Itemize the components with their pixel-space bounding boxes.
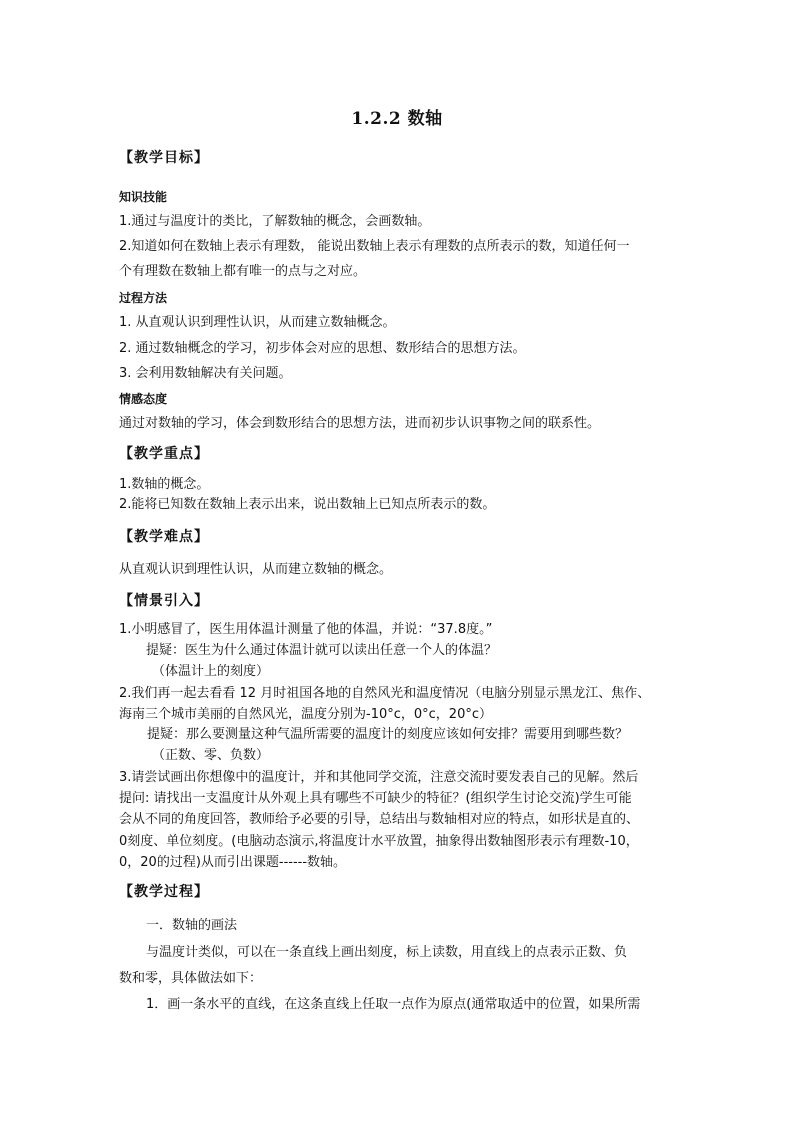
intro-paragraph-2-line-1: 2.我们再一起去看看 12 月时祖国各地的自然风光和温度情况（电脑分别显示黑龙江、焦作、 (119, 686, 651, 701)
attitude-text: 通过对数轴的学习，体会到数形结合的思想方法，进而初步认识事物之间的联系性。 (119, 416, 601, 431)
intro-paragraph-2-line-2: 海南三个城市美丽的自然风光，温度分别为-10°c，0°c，20°c） (119, 707, 492, 722)
knowledge-item-1: 1.通过与温度计的类比，了解数轴的概念，会画数轴。 (119, 214, 431, 229)
attitude-heading: 情感态度 (119, 392, 168, 406)
intro-paragraph-2-hint: 提疑：那么要测量这种气温所需要的温度计的刻度应该如何安排？需要用到哪些数？ (147, 727, 629, 742)
process-item-2: 2. 通过数轴概念的学习，初步体会对应的思想、数形结合的思想方法。 (119, 341, 526, 356)
process-step-1: 1．画一条水平的直线，在这条直线上任取一点作为原点(通常取适中的位置，如果所需 (146, 997, 641, 1012)
intro-paragraph-3-line-4: 0刻度、单位刻度。(电脑动态演示,将温度计水平放置，抽象得出数轴图形表示有理数-10， (119, 834, 639, 849)
objectives-header: 【教学目标】 (119, 150, 209, 166)
process-method-heading: 过程方法 (119, 291, 168, 305)
intro-paragraph-1: 1.小明感冒了，医生用体温计测量了他的体温，并说：“37.8度。” (119, 622, 493, 637)
process-item-3: 3. 会利用数轴解决有关问题。 (119, 366, 292, 381)
page-title: 1.2.2 数轴 (351, 109, 443, 129)
intro-paragraph-3-line-1: 3.请尝试画出你想像中的温度计，并和其他同学交流，注意交流时要发表自己的见解。然后 (119, 770, 639, 785)
knowledge-item-2-line-1: 2.知道如何在数轴上表示有理数， 能说出数轴上表示有理数的点所表示的数，知道任何一 (119, 239, 630, 254)
process-item-1: 1. 从直观认识到理性认识，从而建立数轴概念。 (119, 315, 396, 330)
process-text-line-2: 数和零，具体做法如下： (119, 971, 263, 986)
intro-paragraph-2-answer: （正数、零、负数） (152, 748, 270, 763)
key-point-2: 2.能将已知数在数轴上表示出来，说出数轴上已知点所表示的数。 (119, 497, 496, 512)
teaching-process-header: 【教学过程】 (119, 884, 209, 900)
key-points-header: 【教学重点】 (119, 446, 209, 462)
intro-paragraph-3-line-5: 0，20的过程)从而引出课题------数轴。 (119, 855, 347, 870)
process-text-line-1: 与温度计类似，可以在一条直线上画出刻度，标上读数，用直线上的点表示正数、负 (146, 945, 628, 960)
key-point-1: 1.数轴的概念。 (119, 477, 210, 492)
knowledge-heading: 知识技能 (119, 190, 168, 204)
intro-paragraph-1-answer: （体温计上的刻度） (152, 664, 270, 679)
difficulties-header: 【教学难点】 (119, 529, 209, 545)
drawing-method-subheading: 一．数轴的画法 (146, 918, 238, 933)
intro-header: 【情景引入】 (119, 593, 209, 609)
knowledge-item-2-line-2: 个有理数在数轴上都有唯一的点与之对应。 (119, 264, 367, 279)
intro-paragraph-1-hint: 提疑：医生为什么通过体温计就可以读出任意一个人的体温？ (146, 643, 498, 658)
difficulties-text: 从直观认识到理性认识，从而建立数轴的概念。 (119, 562, 393, 577)
intro-paragraph-3-line-2: 提问: 请找出一支温度计从外观上具有哪些不可缺少的特征？(组织学生讨论交流)学生可能 (119, 791, 632, 806)
intro-paragraph-3-line-3: 会从不同的角度回答，教师给予必要的引导，总结出与数轴相对应的特点，如形状是直的、 (119, 812, 640, 827)
